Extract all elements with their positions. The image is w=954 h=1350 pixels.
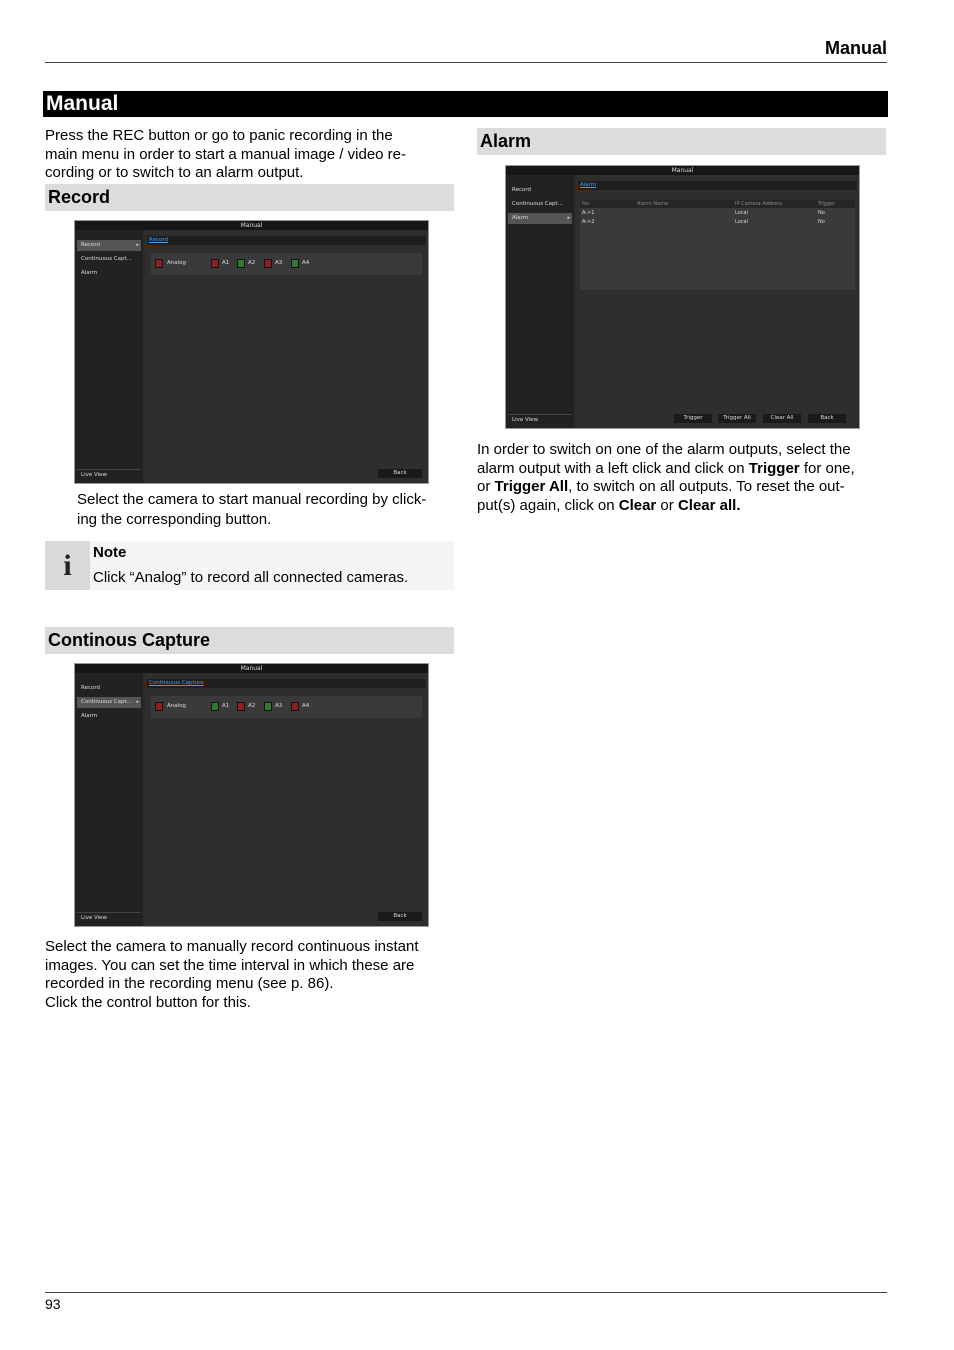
main-panel bbox=[145, 673, 428, 926]
live-view-button[interactable]: Live View bbox=[508, 414, 572, 424]
continuous-capture-screenshot bbox=[74, 663, 429, 927]
caption-line bbox=[477, 497, 855, 516]
record-screenshot bbox=[74, 220, 429, 484]
menu-item-alarm[interactable]: Alarm bbox=[81, 270, 98, 276]
continuous-capture-caption bbox=[45, 938, 419, 1012]
table-cell: Local bbox=[735, 219, 748, 225]
caption-text: , to switch on all outputs. To reset the out- bbox=[568, 478, 845, 495]
footer-rule bbox=[45, 1292, 887, 1293]
menu-sidebar bbox=[506, 175, 574, 428]
table-cell: A->2 bbox=[582, 219, 595, 225]
alarm-output-table bbox=[580, 200, 855, 290]
a4-record-button[interactable] bbox=[291, 259, 299, 268]
caption-line: recorded in the recording menu (see p. 86). bbox=[45, 975, 334, 992]
back-button[interactable]: Back bbox=[378, 469, 422, 478]
live-view-button[interactable]: Live View bbox=[77, 469, 141, 479]
main-panel bbox=[576, 175, 859, 428]
camera-label: A1 bbox=[222, 260, 230, 266]
caption-text: put(s) again, click on bbox=[477, 496, 619, 514]
note-box bbox=[45, 541, 454, 590]
back-button[interactable]: Back bbox=[808, 414, 846, 423]
caption-text: for one, bbox=[799, 459, 855, 477]
menu-item-record[interactable]: Record bbox=[512, 187, 532, 193]
a1-record-button[interactable] bbox=[211, 259, 219, 268]
menu-item-continuous-capture[interactable]: Continuous Capt... bbox=[81, 256, 132, 262]
trigger-all-button[interactable]: Trigger All bbox=[718, 414, 756, 423]
table-row[interactable] bbox=[580, 209, 855, 218]
caption-line: images. You can set the time interval in which these are bbox=[45, 956, 415, 974]
column-header: No. bbox=[582, 201, 591, 207]
back-button[interactable]: Back bbox=[378, 912, 422, 921]
intro-line: cording or to switch to an alarm output. bbox=[45, 164, 304, 181]
a3-record-button[interactable] bbox=[264, 259, 272, 268]
intro-line: Press the REC button or go to panic recording in the bbox=[45, 127, 393, 144]
table-cell: Local bbox=[735, 210, 748, 216]
alarm-screenshot bbox=[505, 165, 860, 429]
tab-record[interactable]: Record bbox=[147, 236, 426, 245]
camera-label: A2 bbox=[248, 703, 256, 709]
record-caption bbox=[77, 490, 426, 530]
window-title: Manual bbox=[75, 221, 428, 230]
trigger-button[interactable]: Trigger bbox=[674, 414, 712, 423]
record-heading: Record bbox=[45, 184, 454, 211]
camera-label: A3 bbox=[275, 260, 283, 266]
table-header bbox=[580, 200, 855, 208]
tab-continuous-capture[interactable]: Continuous Capture bbox=[147, 679, 426, 688]
clear-all-button[interactable]: Clear All bbox=[763, 414, 801, 423]
caption-emphasis: Trigger All bbox=[494, 478, 569, 495]
camera-label: A2 bbox=[248, 260, 256, 266]
menu-sidebar bbox=[75, 230, 143, 483]
chapter-title: Manual bbox=[43, 91, 888, 117]
window-title: Manual bbox=[506, 166, 859, 175]
caption-text: or bbox=[477, 478, 495, 495]
intro-paragraph bbox=[45, 127, 406, 183]
caption-emphasis: Clear all. bbox=[677, 496, 741, 514]
menu-item-alarm[interactable]: Alarm ▸ bbox=[508, 213, 572, 224]
table-cell: No bbox=[818, 210, 825, 216]
column-header: Trigger bbox=[818, 201, 836, 207]
caption-line bbox=[477, 478, 855, 497]
menu-item-continuous-capture[interactable]: Continuous Capt... ▸ bbox=[77, 697, 141, 708]
table-cell: No bbox=[818, 219, 825, 225]
a2-record-button[interactable] bbox=[237, 259, 245, 268]
header-rule bbox=[45, 62, 887, 63]
caption-line: ing the corresponding button. bbox=[77, 511, 272, 528]
caption-line bbox=[477, 460, 855, 479]
info-icon: i bbox=[45, 541, 90, 590]
analog-capture-button[interactable] bbox=[155, 702, 163, 711]
camera-label: A4 bbox=[302, 260, 310, 266]
caption-line: Select the camera to start manual recording by click- bbox=[77, 491, 427, 508]
menu-item-record[interactable]: Record ▸ bbox=[77, 240, 141, 251]
live-view-button[interactable]: Live View bbox=[77, 912, 141, 922]
caption-line: Select the camera to manually record continuous instant bbox=[45, 938, 419, 955]
tab-alarm[interactable]: Alarm bbox=[578, 181, 857, 190]
caption-emphasis: Clear bbox=[618, 496, 657, 514]
caption-text: alarm output with a left click and click on bbox=[477, 459, 749, 477]
caption-text: or bbox=[656, 496, 678, 514]
window-title: Manual bbox=[75, 664, 428, 673]
camera-row bbox=[151, 253, 422, 275]
caption-line: Click the control button for this. bbox=[45, 993, 251, 1011]
page-number: 93 bbox=[45, 1296, 61, 1312]
page-header-title: Manual bbox=[824, 38, 887, 58]
note-title: Note bbox=[93, 544, 127, 561]
continuous-capture-heading: Continous Capture bbox=[45, 627, 454, 654]
alarm-heading: Alarm bbox=[477, 128, 886, 155]
table-cell: A->1 bbox=[582, 210, 595, 216]
camera-label: A1 bbox=[222, 703, 230, 709]
column-header: Alarm Name bbox=[637, 201, 669, 207]
camera-label: A3 bbox=[275, 703, 283, 709]
alarm-caption bbox=[477, 441, 855, 515]
note-text: Click “Analog” to record all connected cameras. bbox=[93, 569, 409, 586]
camera-label: A4 bbox=[302, 703, 310, 709]
table-row[interactable] bbox=[580, 218, 855, 227]
camera-label: Analog bbox=[167, 703, 187, 709]
analog-record-button[interactable] bbox=[155, 259, 163, 268]
menu-item-alarm[interactable]: Alarm bbox=[81, 713, 98, 719]
camera-label: Analog bbox=[167, 260, 187, 266]
a4-capture-button[interactable] bbox=[291, 702, 299, 711]
menu-item-continuous-capture[interactable]: Continuous Capt... bbox=[512, 201, 563, 207]
a2-capture-button[interactable] bbox=[237, 702, 245, 711]
menu-sidebar bbox=[75, 673, 143, 926]
a3-capture-button[interactable] bbox=[264, 702, 272, 711]
menu-item-record[interactable]: Record bbox=[81, 685, 101, 691]
intro-line: main menu in order to start a manual image / video re- bbox=[45, 145, 407, 163]
caption-emphasis: Trigger bbox=[748, 459, 800, 477]
caption-line: In order to switch on one of the alarm outputs, select the bbox=[477, 441, 851, 458]
a1-capture-button[interactable] bbox=[211, 702, 219, 711]
main-panel bbox=[145, 230, 428, 483]
camera-row bbox=[151, 696, 422, 718]
column-header: IP Camera Address bbox=[735, 201, 783, 207]
